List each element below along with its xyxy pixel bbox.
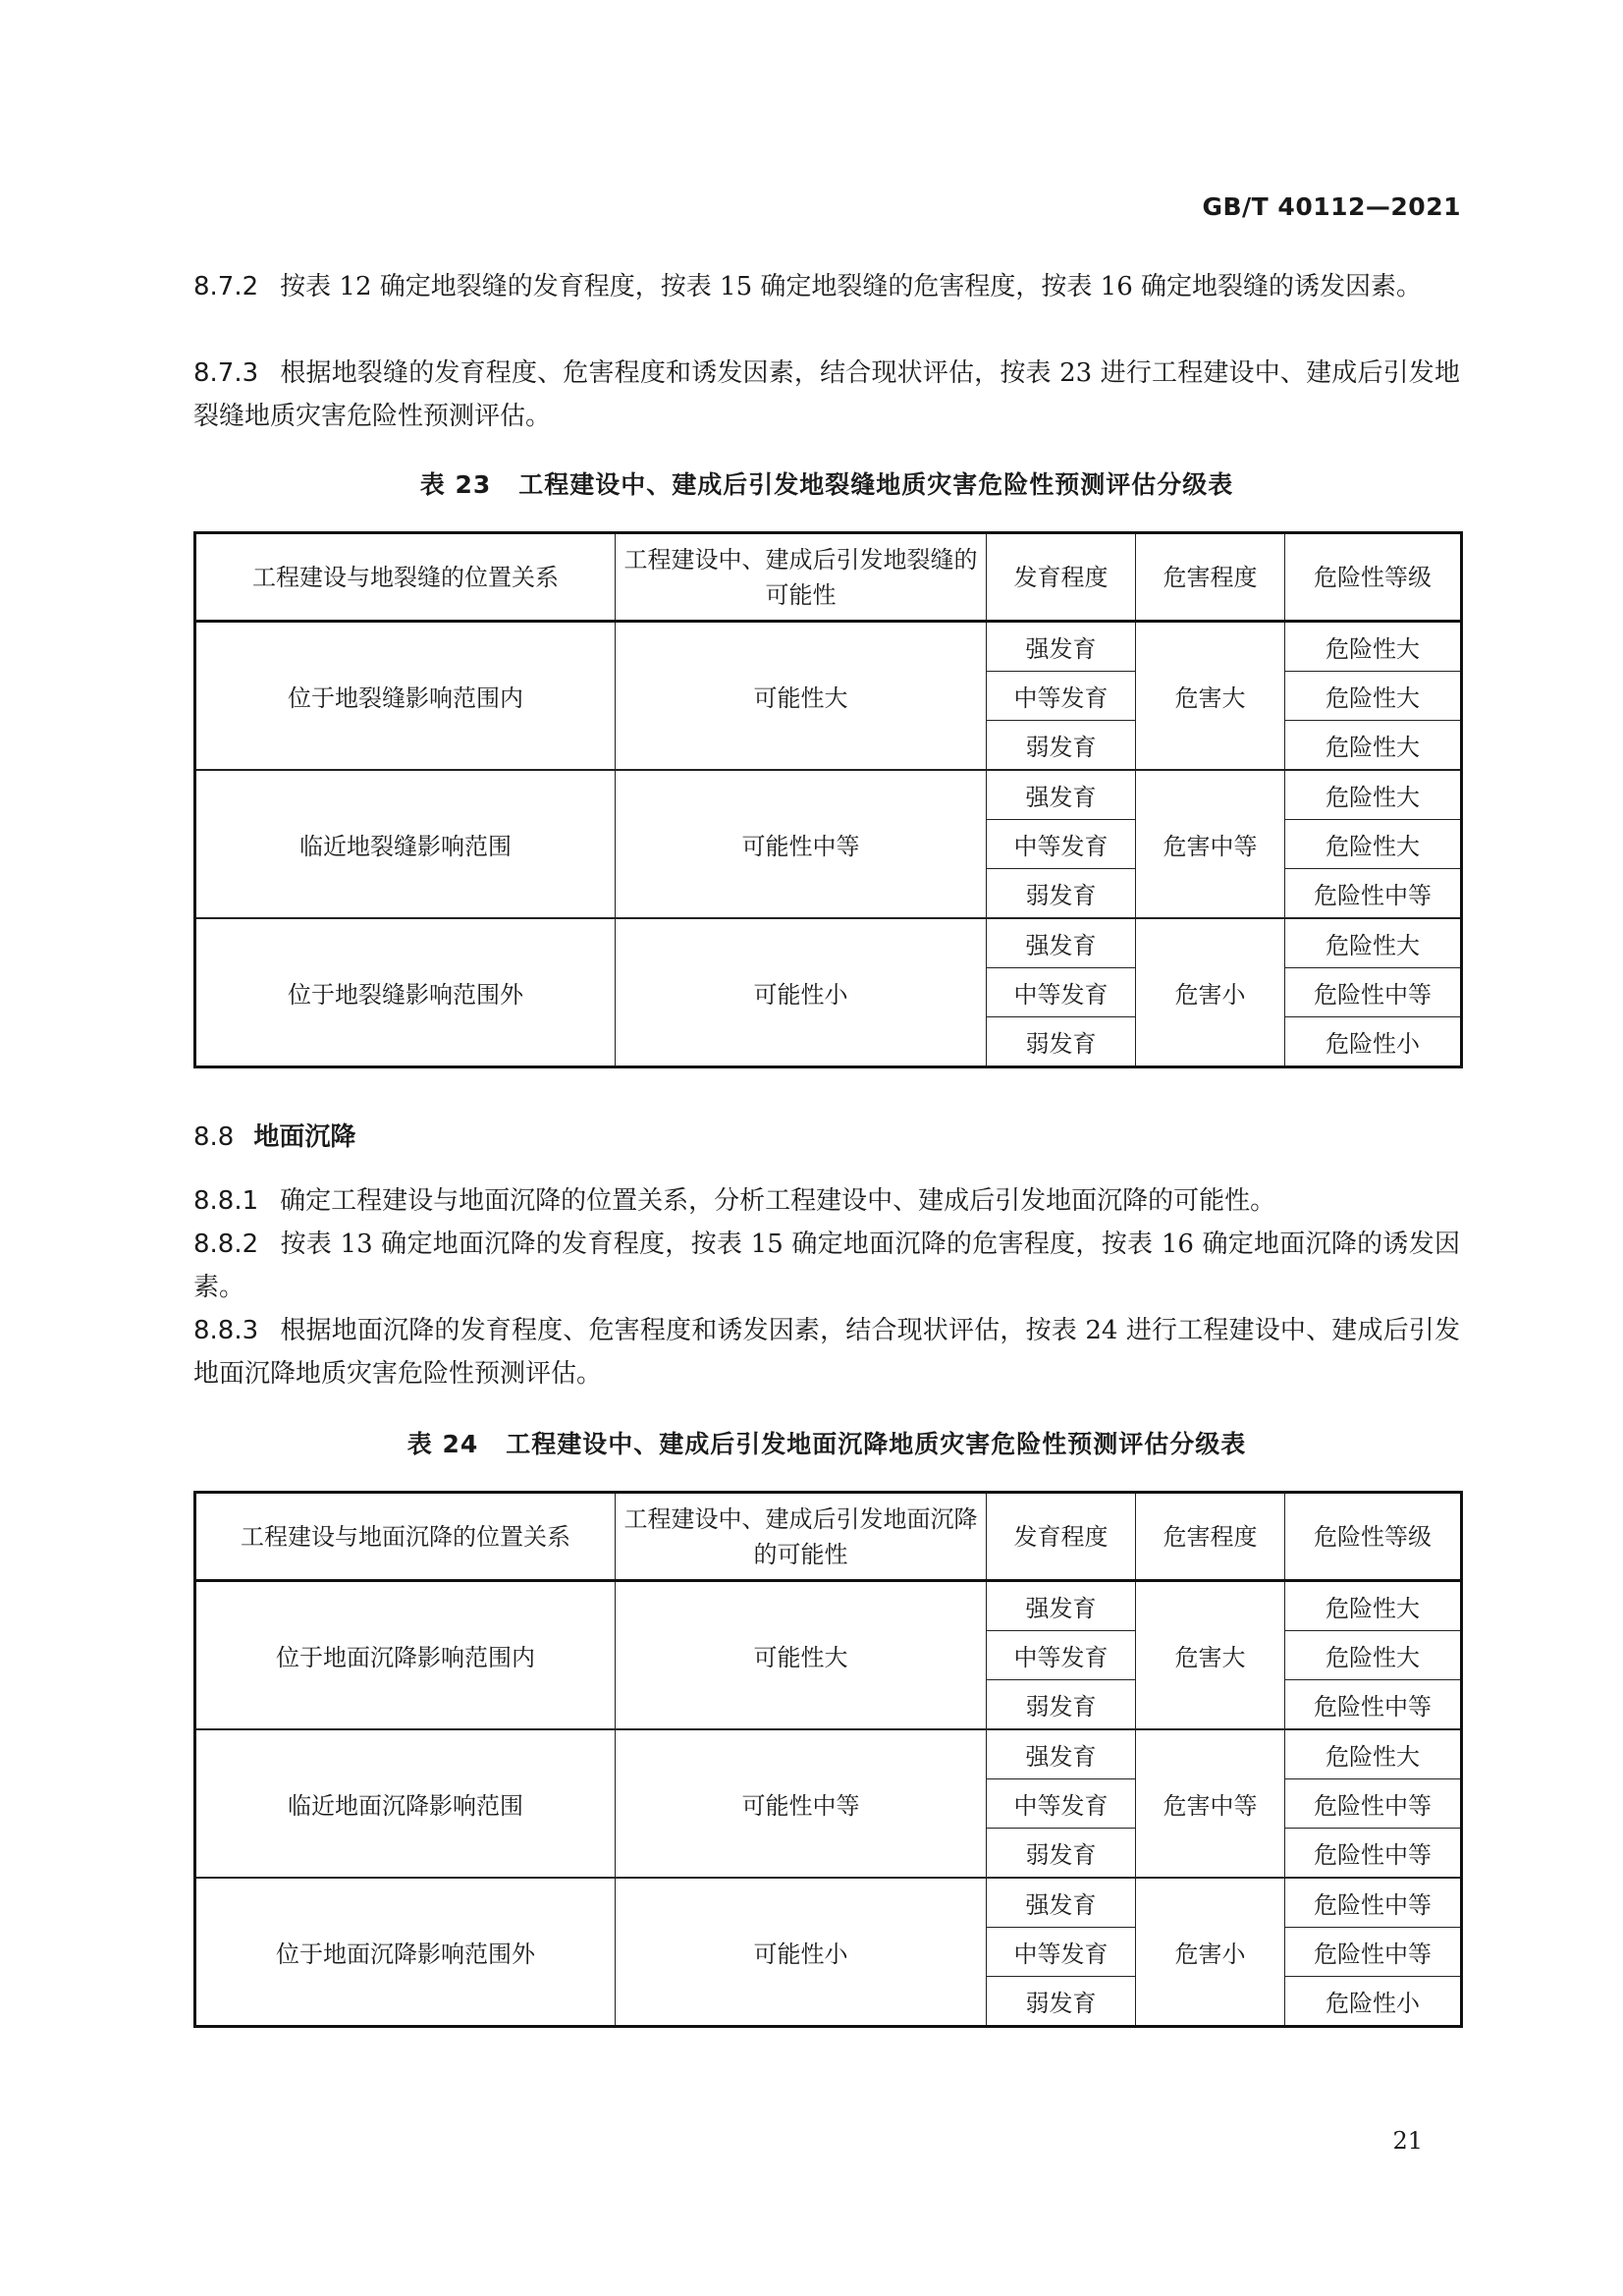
table-24-caption (193, 1425, 1460, 1460)
clause-text: 按表 13 确定地面沉降的发育程度，按表 15 确定地面沉降的危害程度，按表 16 确定地面沉降的诱发因素。 (193, 1230, 1460, 1302)
development-degree-cell: 强发育 (987, 1581, 1136, 1631)
risk-level-cell: 危险性中等 (1285, 1680, 1462, 1730)
header-cell: 危害程度 (1136, 1493, 1285, 1581)
table-row (195, 918, 1462, 968)
risk-level-cell: 危险性大 (1285, 770, 1462, 820)
harm-degree-cell: 危害小 (1136, 918, 1285, 1067)
development-degree-cell: 弱发育 (987, 869, 1136, 919)
risk-level-cell: 危险性大 (1285, 672, 1462, 721)
standard-code: GB/T 40112—2021 (1202, 192, 1461, 221)
table-number: 表 24 (406, 1430, 479, 1458)
possibility-cell: 可能性大 (616, 622, 987, 771)
risk-level-cell: 危险性大 (1285, 721, 1462, 771)
position-relation-cell: 位于地裂缝影响范围内 (195, 622, 616, 771)
risk-level-cell: 危险性中等 (1285, 1779, 1462, 1829)
position-relation-cell: 位于地面沉降影响范围外 (195, 1878, 616, 2027)
paragraph-8-8-3 (193, 1309, 1460, 1395)
development-degree-cell: 弱发育 (987, 1829, 1136, 1879)
risk-level-cell: 危险性大 (1285, 820, 1462, 869)
paragraph-8-7-2 (193, 265, 1460, 308)
possibility-cell: 可能性小 (616, 918, 987, 1067)
harm-degree-cell: 危害中等 (1136, 770, 1285, 918)
development-degree-cell: 中等发育 (987, 968, 1136, 1017)
risk-level-cell: 危险性大 (1285, 1581, 1462, 1631)
clause-text: 根据地面沉降的发育程度、危害程度和诱发因素，结合现状评估，按表 24 进行工程建设中、建成后引发地面沉降地质灾害危险性预测评估。 (193, 1316, 1460, 1389)
header-cell: 工程建设与地裂缝的位置关系 (195, 533, 616, 622)
harm-degree-cell: 危害小 (1136, 1878, 1285, 2027)
development-degree-cell: 强发育 (987, 770, 1136, 820)
harm-degree-cell: 危害中等 (1136, 1729, 1285, 1878)
risk-level-cell: 危险性大 (1285, 1729, 1462, 1779)
table-24 (193, 1491, 1463, 2028)
table-row (195, 1581, 1462, 1631)
development-degree-cell: 中等发育 (987, 1928, 1136, 1977)
risk-level-cell: 危险性中等 (1285, 1878, 1462, 1928)
header-cell: 工程建设与地面沉降的位置关系 (195, 1493, 616, 1581)
development-degree-cell: 强发育 (987, 918, 1136, 968)
development-degree-cell: 中等发育 (987, 1631, 1136, 1680)
harm-degree-cell: 危害大 (1136, 622, 1285, 771)
development-degree-cell: 弱发育 (987, 1680, 1136, 1730)
table-23 (193, 531, 1463, 1068)
risk-level-cell: 危险性中等 (1285, 869, 1462, 919)
position-relation-cell: 临近地裂缝影响范围 (195, 770, 616, 918)
possibility-cell: 可能性大 (616, 1581, 987, 1730)
paragraph-8-8-1 (193, 1179, 1460, 1223)
header-cell: 发育程度 (987, 1493, 1136, 1581)
risk-level-cell: 危险性小 (1285, 1017, 1462, 1067)
section-number: 8.8 (193, 1122, 235, 1152)
development-degree-cell: 中等发育 (987, 672, 1136, 721)
development-degree-cell: 强发育 (987, 622, 1136, 672)
page-number: 21 (1392, 2127, 1423, 2155)
table-row (195, 1729, 1462, 1779)
development-degree-cell: 强发育 (987, 1878, 1136, 1928)
table-23-caption (193, 465, 1460, 501)
table-number: 表 23 (419, 470, 492, 499)
development-degree-cell: 弱发育 (987, 1977, 1136, 2027)
possibility-cell: 可能性中等 (616, 1729, 987, 1878)
clause-text: 确定工程建设与地面沉降的位置关系，分析工程建设中、建成后引发地面沉降的可能性。 (280, 1186, 1276, 1216)
development-degree-cell: 中等发育 (987, 1779, 1136, 1829)
clause-number: 8.7.2 (193, 272, 259, 301)
section-title: 地面沉降 (253, 1122, 356, 1152)
risk-level-cell: 危险性大 (1285, 918, 1462, 968)
table-row (195, 770, 1462, 820)
development-degree-cell: 弱发育 (987, 721, 1136, 771)
position-relation-cell: 位于地裂缝影响范围外 (195, 918, 616, 1067)
possibility-cell: 可能性中等 (616, 770, 987, 918)
risk-level-cell: 危险性中等 (1285, 1928, 1462, 1977)
table-row (195, 1878, 1462, 1928)
header-cell: 危险性等级 (1285, 1493, 1462, 1581)
risk-level-cell: 危险性大 (1285, 1631, 1462, 1680)
table-title: 工程建设中、建成后引发地面沉降地质灾害危险性预测评估分级表 (506, 1430, 1247, 1458)
table-row (195, 622, 1462, 672)
section-heading-8-8 (193, 1117, 355, 1153)
paragraph-8-8-2 (193, 1223, 1460, 1309)
clause-number: 8.7.3 (193, 358, 259, 388)
table-header-row (195, 1493, 1462, 1581)
position-relation-cell: 位于地面沉降影响范围内 (195, 1581, 616, 1730)
development-degree-cell: 中等发育 (987, 820, 1136, 869)
development-degree-cell: 弱发育 (987, 1017, 1136, 1067)
clause-text: 根据地裂缝的发育程度、危害程度和诱发因素，结合现状评估，按表 23 进行工程建设中、建成后引发地裂缝地质灾害危险性预测评估。 (193, 358, 1460, 431)
position-relation-cell: 临近地面沉降影响范围 (195, 1729, 616, 1878)
paragraph-8-7-3 (193, 352, 1460, 438)
header-cell: 工程建设中、建成后引发地面沉降的可能性 (616, 1493, 987, 1581)
risk-level-cell: 危险性中等 (1285, 968, 1462, 1017)
header-cell: 危害程度 (1136, 533, 1285, 622)
clause-text: 按表 12 确定地裂缝的发育程度，按表 15 确定地裂缝的危害程度，按表 16 确定地裂缝的诱发因素。 (280, 272, 1422, 301)
header-cell: 危险性等级 (1285, 533, 1462, 622)
possibility-cell: 可能性小 (616, 1878, 987, 2027)
risk-level-cell: 危险性大 (1285, 622, 1462, 672)
harm-degree-cell: 危害大 (1136, 1581, 1285, 1730)
clause-number: 8.8.1 (193, 1186, 259, 1216)
header-cell: 工程建设中、建成后引发地裂缝的可能性 (616, 533, 987, 622)
table-title: 工程建设中、建成后引发地裂缝地质灾害危险性预测评估分级表 (518, 470, 1234, 499)
clause-number: 8.8.3 (193, 1316, 259, 1345)
development-degree-cell: 强发育 (987, 1729, 1136, 1779)
clause-number: 8.8.2 (193, 1230, 259, 1259)
table-header-row (195, 533, 1462, 622)
risk-level-cell: 危险性小 (1285, 1977, 1462, 2027)
header-cell: 发育程度 (987, 533, 1136, 622)
risk-level-cell: 危险性中等 (1285, 1829, 1462, 1879)
